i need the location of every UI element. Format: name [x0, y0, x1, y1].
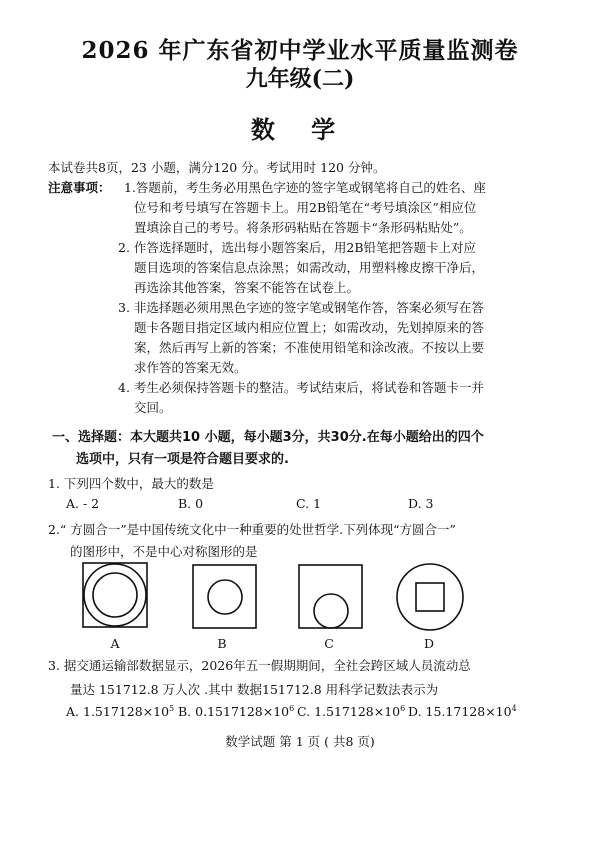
section-heading: 一、选择题：本大题共10 小题，每小题3分，共30分.在每小题给出的四个 — [52, 430, 484, 445]
figure-b — [190, 562, 260, 632]
option-exponent: 6 — [289, 704, 295, 713]
question-3-stem: 3. 据交通运输部数据显示，2026年五一假期期间，全社会跨区域人员流动总 — [48, 658, 471, 673]
question-2-stem: 2.“ 方圆合一”是中国传统文化中一种重要的处世哲学.下列体现“方圆合一” — [48, 522, 456, 537]
figure-c — [296, 562, 366, 632]
figure-a — [80, 560, 150, 630]
notes-line: 题卡各题目指定区域内相应位置上；如需改动，先划掉原来的答 — [134, 320, 485, 335]
question-1-stem: 1. 下列四个数中，最大的数是 — [48, 476, 214, 491]
notes-line: 交回。 — [134, 400, 172, 415]
subject-title: 数 学 — [250, 115, 350, 144]
figure-a-inner-circle — [93, 573, 137, 617]
option-exponent: 4 — [511, 704, 517, 713]
option-mantissa: 15.17128×10 — [425, 704, 512, 720]
figure-b-square — [193, 565, 256, 628]
notes-line: 3. 非选择题必须用黑色字迹的签字笔或钢笔作答，答案必须写在答 — [118, 300, 484, 315]
notes-line: 置填涂自己的考号。将条形码粘贴在答题卡“条形码粘贴处”。 — [134, 220, 472, 235]
notes-line: 再选涂其他答案，答案不能答在试卷上。 — [134, 280, 360, 295]
option-exponent: 5 — [169, 704, 175, 713]
figure-c-label: C — [324, 636, 334, 651]
notes-line: 位号和考号填写在答题卡上。用2B铅笔在“考号填涂区”相应位 — [134, 200, 477, 215]
q3-option-c — [297, 704, 405, 719]
option-letter: A. — [66, 704, 80, 720]
exam-subtitle: 九年级(二) — [245, 66, 355, 92]
notes-label: 注意事项： — [48, 180, 111, 195]
q3-option-b — [178, 704, 294, 719]
figure-d-label: D — [423, 636, 435, 651]
q1-option-b: B. 0 — [178, 496, 204, 511]
figure-d-square — [416, 583, 444, 611]
option-letter: D. — [408, 704, 422, 720]
figure-b-label: B — [217, 636, 227, 651]
section-heading-cont: 选项中，只有一项是符合题目要求的. — [76, 452, 289, 467]
option-mantissa: 1.517128×10 — [314, 704, 401, 720]
page-footer: 数学试题 第 1 页 ( 共8 页) — [225, 734, 375, 749]
figure-b-circle — [208, 580, 242, 614]
notes-line: 题目选项的答案信息点涂黑；如需改动，用塑料橡皮擦干净后， — [134, 260, 485, 275]
intro-text: 本试卷共8页，23 小题，满分120 分。考试用时 120 分钟。 — [48, 160, 386, 175]
question-3-stem-cont: 量达 151712.8 万人次 .其中 数据151712.8 用科学记数法表示为 — [70, 682, 439, 697]
figure-d — [394, 562, 466, 634]
notes-line: 4. 考生必须保持答题卡的整洁。考试结束后，将试卷和答题卡一并 — [118, 380, 484, 395]
q1-option-a: A. - 2 — [66, 496, 100, 511]
option-letter: B. — [178, 704, 192, 720]
question-2-stem-cont: 的图形中，不是中心对称图形的是 — [70, 544, 258, 559]
option-exponent: 6 — [400, 704, 406, 713]
option-letter: C. — [297, 704, 311, 720]
notes-line: 案，然后再写上新的答案；不准使用铅笔和涂改液。不按以上要 — [134, 340, 485, 355]
q3-option-a — [66, 704, 174, 719]
figure-c-square — [299, 565, 362, 628]
figure-d-circle — [397, 564, 463, 630]
notes-line: 2. 作答选择题时，选出每小题答案后，用2B铅笔把答题卡上对应 — [118, 240, 477, 255]
notes-line: 求作答的答案无效。 — [134, 360, 247, 375]
q1-option-d: D. 3 — [408, 496, 434, 511]
q3-option-d — [408, 704, 517, 719]
figure-a-label: A — [110, 636, 120, 651]
figure-c-circle — [314, 594, 348, 628]
exam-title: 2026 年广东省初中学业水平质量监测卷 — [81, 37, 519, 64]
q1-option-c: C. 1 — [296, 496, 322, 511]
option-mantissa: 0.1517128×10 — [195, 704, 290, 720]
notes-line: 1.答题前，考生务必用黑色字迹的签字笔或钢笔将自己的姓名、座 — [124, 180, 486, 195]
option-mantissa: 1.517128×10 — [83, 704, 170, 720]
